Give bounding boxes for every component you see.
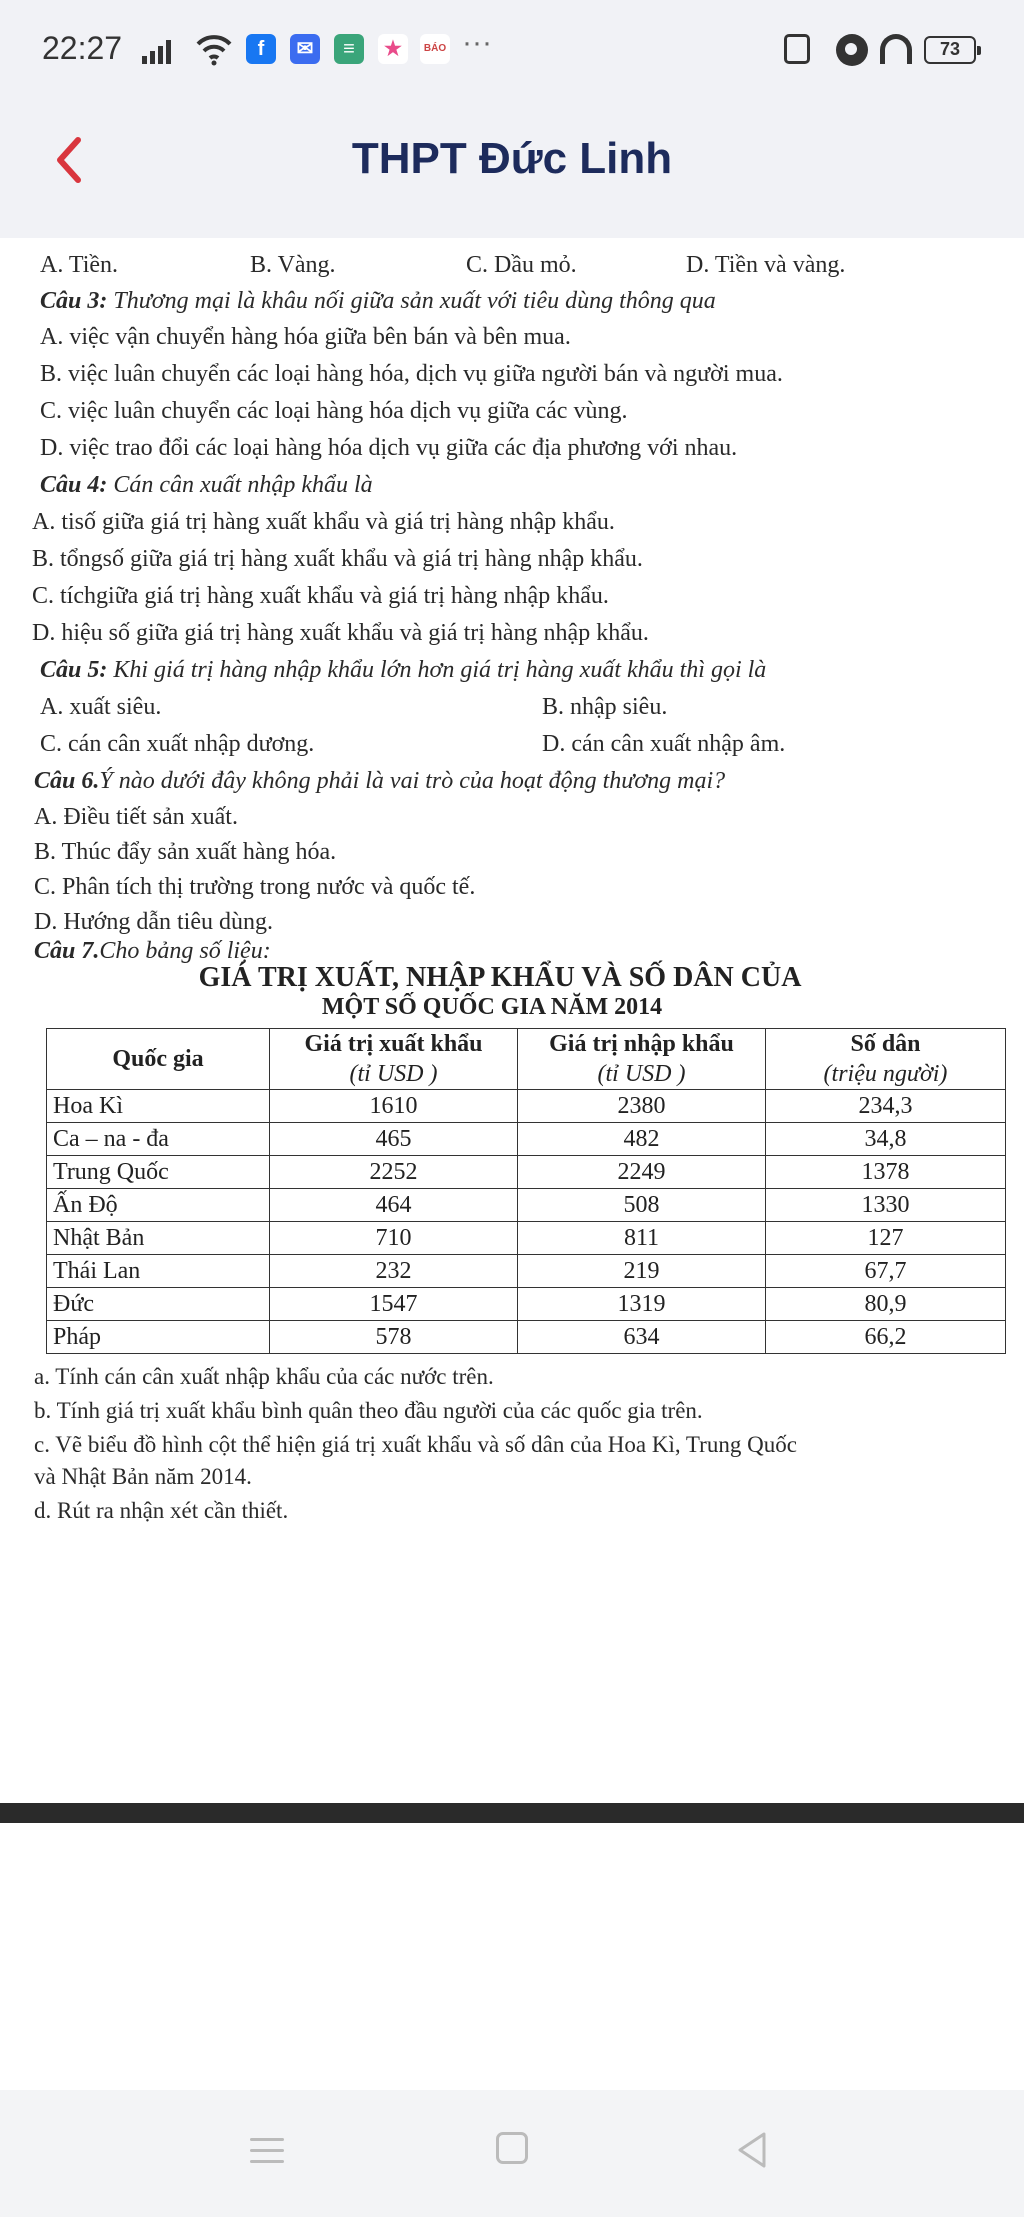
cell-export: 2252 xyxy=(270,1156,518,1189)
document-image[interactable] xyxy=(0,238,1024,1803)
battery-icon xyxy=(924,36,976,64)
header-export: Giá trị xuất khẩu (tỉ USD ) xyxy=(270,1029,518,1090)
cell-import: 811 xyxy=(518,1222,766,1255)
q6-option-d: D. Hướng dẫn tiêu dùng. xyxy=(34,909,274,935)
task-b: b. Tính giá trị xuất khẩu bình quân theo đầu người của các quốc gia trên. xyxy=(34,1398,703,1423)
question-7 xyxy=(34,938,271,965)
home-icon[interactable] xyxy=(496,2132,528,2164)
cell-country: Nhật Bản xyxy=(47,1222,270,1255)
cell-population: 1378 xyxy=(766,1156,1006,1189)
cell-population: 234,3 xyxy=(766,1090,1006,1123)
table-row xyxy=(47,1255,1006,1288)
alarm-icon xyxy=(836,34,868,66)
q3-option-a: A. việc vận chuyển hàng hóa giữa bên bán và bên mua. xyxy=(40,324,571,350)
q4-option-b: B. tổngsố giữa giá trị hàng xuất khẩu và giá trị hàng nhập khẩu. xyxy=(32,546,643,572)
q6-option-b: B. Thúc đẩy sản xuất hàng hóa. xyxy=(34,839,337,865)
question-text: Khi giá trị hàng nhập khẩu lớn hơn giá trị hàng xuất khẩu thì gọi là xyxy=(107,657,767,683)
cell-import: 634 xyxy=(518,1321,766,1354)
cell-import: 2249 xyxy=(518,1156,766,1189)
cell-population: 34,8 xyxy=(766,1123,1006,1156)
status-bar xyxy=(0,0,1024,100)
table-row xyxy=(47,1090,1006,1123)
star-app-icon: ★ xyxy=(378,34,408,64)
q5-option-c: C. cán cân xuất nhập dương. xyxy=(40,731,315,757)
cell-export: 1547 xyxy=(270,1288,518,1321)
question-4 xyxy=(40,472,373,499)
cell-population: 67,7 xyxy=(766,1255,1006,1288)
question-text: Ý nào dưới đây không phải là vai trò của hoạt động thương mại? xyxy=(99,768,726,794)
header-import: Giá trị nhập khẩu (tỉ USD ) xyxy=(518,1029,766,1090)
cell-population: 80,9 xyxy=(766,1288,1006,1321)
table-title-line-1: GIÁ TRỊ XUẤT, NHẬP KHẨU VÀ SỐ DÂN CỦA xyxy=(198,962,802,993)
question-text: Thương mại là khâu nối giữa sản xuất với tiêu dùng thông qua xyxy=(107,288,716,314)
cell-export: 464 xyxy=(270,1189,518,1222)
q4-option-d: D. hiệu số giữa giá trị hàng xuất khẩu và giá trị hàng nhập khẩu. xyxy=(32,620,649,646)
table-row xyxy=(47,1288,1006,1321)
cell-country: Pháp xyxy=(47,1321,270,1354)
cell-country: Ấn Độ xyxy=(47,1189,270,1222)
cell-import: 508 xyxy=(518,1189,766,1222)
cell-import: 2380 xyxy=(518,1090,766,1123)
cell-export: 232 xyxy=(270,1255,518,1288)
table-header-row xyxy=(47,1029,1006,1090)
header-population: Số dân (triệu người) xyxy=(766,1029,1006,1090)
task-a: a. Tính cán cân xuất nhập khẩu của các nước trên. xyxy=(34,1364,494,1389)
vibrate-icon xyxy=(784,34,810,64)
cell-export: 1610 xyxy=(270,1090,518,1123)
task-c: c. Vẽ biểu đồ hình cột thể hiện giá trị xuất khẩu và số dân của Hoa Kì, Trung Quốc xyxy=(34,1432,797,1457)
table-row xyxy=(47,1189,1006,1222)
question-label: Câu 7. xyxy=(34,938,100,964)
cell-import: 1319 xyxy=(518,1288,766,1321)
q5-option-a: A. xuất siêu. xyxy=(40,694,162,720)
cell-country: Thái Lan xyxy=(47,1255,270,1288)
headset-icon xyxy=(880,34,912,64)
cell-export: 465 xyxy=(270,1123,518,1156)
page-title: THPT Đức Linh xyxy=(351,134,673,183)
question-text: Cho bảng số liệu: xyxy=(99,938,271,964)
q4-option-c: C. tíchgiữa giá trị hàng xuất khẩu và giá trị hàng nhập khẩu. xyxy=(32,583,609,609)
q4-option-a: A. tisố giữa giá trị hàng xuất khẩu và giá trị hàng nhập khẩu. xyxy=(32,509,615,535)
table-row xyxy=(47,1123,1006,1156)
q3-option-b: B. việc luân chuyển các loại hàng hóa, dịch vụ giữa người bán và người mua. xyxy=(40,361,783,387)
question-label: Câu 4: xyxy=(40,472,108,498)
question-text: Cán cân xuất nhập khẩu là xyxy=(107,472,373,498)
header-country: Quốc gia xyxy=(47,1029,270,1090)
q6-option-c: C. Phân tích thị trường trong nước và quốc tế. xyxy=(34,874,476,900)
q2-option-b: B. Vàng. xyxy=(250,252,336,278)
question-label: Câu 5: xyxy=(40,657,108,683)
table-row xyxy=(47,1222,1006,1255)
data-table xyxy=(46,1028,1006,1354)
q5-option-b: B. nhập siêu. xyxy=(542,694,668,720)
q2-option-c: C. Dầu mỏ. xyxy=(466,252,577,278)
q5-option-d: D. cán cân xuất nhập âm. xyxy=(542,731,786,757)
task-d: d. Rút ra nhận xét cần thiết. xyxy=(34,1498,289,1523)
wifi-icon xyxy=(194,30,234,66)
q3-option-d: D. việc trao đổi các loại hàng hóa dịch vụ giữa các địa phương với nhau. xyxy=(40,435,738,461)
battery-level: 73 xyxy=(939,39,961,59)
cell-export: 710 xyxy=(270,1222,518,1255)
facebook-icon: f xyxy=(246,34,276,64)
cell-import: 482 xyxy=(518,1123,766,1156)
more-notifications-icon: ··· xyxy=(462,26,492,59)
navigation-bar xyxy=(0,2090,1024,2217)
status-time: 22:27 xyxy=(42,30,123,66)
menu-icon[interactable] xyxy=(250,2138,284,2171)
cell-export: 578 xyxy=(270,1321,518,1354)
table-row xyxy=(47,1156,1006,1189)
question-label: Câu 6. xyxy=(34,768,100,794)
q2-option-d: D. Tiền và vàng. xyxy=(686,252,846,278)
messenger-icon: ✉ xyxy=(290,34,320,64)
back-icon[interactable] xyxy=(734,2130,768,2170)
app-bar xyxy=(0,100,1024,238)
table-row xyxy=(47,1321,1006,1354)
signal-icon xyxy=(142,36,171,64)
question-6 xyxy=(34,768,725,795)
q6-option-a: A. Điều tiết sản xuất. xyxy=(34,804,238,830)
app-icon: ≡ xyxy=(334,34,364,64)
cell-country: Đức xyxy=(47,1288,270,1321)
news-icon: BÁO xyxy=(420,34,450,64)
question-5 xyxy=(40,657,766,684)
question-3 xyxy=(40,288,716,315)
cell-population: 1330 xyxy=(766,1189,1006,1222)
task-c-continued: và Nhật Bản năm 2014. xyxy=(34,1464,252,1489)
cell-population: 127 xyxy=(766,1222,1006,1255)
page-divider xyxy=(0,1803,1024,1823)
cell-country: Ca – na - đa xyxy=(47,1123,270,1156)
q2-option-a: A. Tiền. xyxy=(40,252,119,278)
cell-population: 66,2 xyxy=(766,1321,1006,1354)
cell-country: Hoa Kì xyxy=(47,1090,270,1123)
cell-import: 219 xyxy=(518,1255,766,1288)
question-label: Câu 3: xyxy=(40,288,108,314)
q3-option-c: C. việc luân chuyển các loại hàng hóa dịch vụ giữa các vùng. xyxy=(40,398,628,424)
table-title-line-2: MỘT SỐ QUỐC GIA NĂM 2014 xyxy=(321,994,663,1020)
cell-country: Trung Quốc xyxy=(47,1156,270,1189)
